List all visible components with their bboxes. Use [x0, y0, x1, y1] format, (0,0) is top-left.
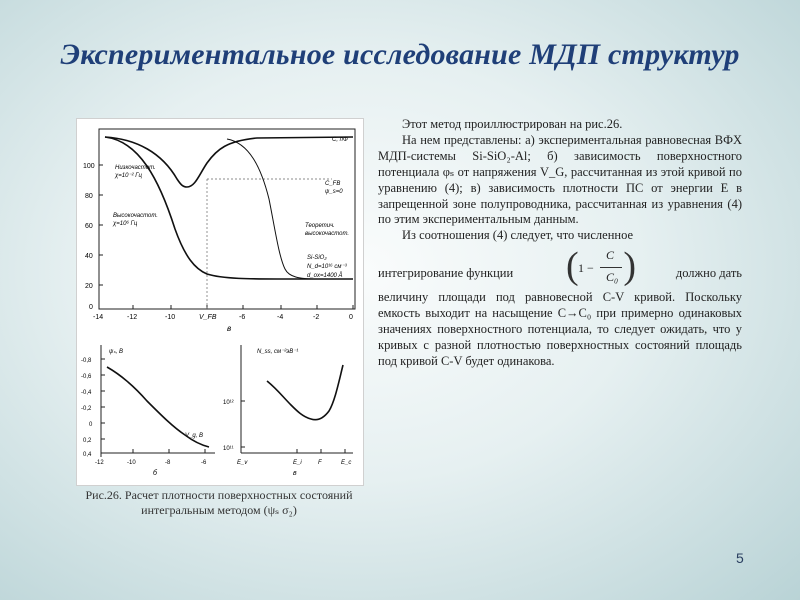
psi-y-tick: 0,4 [83, 452, 92, 458]
cv-chart [83, 129, 355, 333]
cv-label-lowfreq: χ=10⁻² Гц [115, 173, 142, 179]
figure-caption: Рис.26. Расчет плотности поверхностных состояний интегральным методом (ψₛ σ₂) [85, 488, 353, 517]
nss-y-tick: 10¹¹ [223, 446, 234, 452]
cv-label-theory: Теоретич. [305, 223, 335, 229]
cv-x-tick: -10 [165, 314, 176, 321]
cv-label-cfb: ψ_s=0 [325, 189, 343, 195]
paragraph: Этот метод проиллюстрирован на рис.26. [402, 117, 623, 131]
cv-y-unit: C, пФ [332, 137, 348, 143]
cv-y-tick: 0 [89, 304, 93, 311]
psi-y-tick: 0 [89, 422, 93, 428]
formula-one: 1 − [578, 261, 594, 276]
formula-fraction-bar [600, 267, 622, 268]
nss-chart [223, 345, 353, 477]
paragraph: Из соотношения (4) следует, что численное [402, 228, 634, 243]
psi-y-tick: 0,2 [83, 438, 92, 444]
cv-label-params: Si-SiO₂ [307, 255, 327, 261]
formula-paren: ( [566, 245, 579, 288]
cv-chart-frame [99, 129, 355, 309]
psi-panel-label: б [153, 470, 157, 477]
cv-theory-curve [227, 139, 317, 279]
cv-y-tick: 20 [85, 283, 93, 290]
formula-paren: ) [623, 245, 636, 288]
page-number: 5 [736, 550, 744, 566]
cv-x-tick: 0 [349, 314, 353, 321]
cv-y-tick: 40 [85, 253, 93, 260]
psi-y-tick: -0,8 [81, 358, 92, 364]
cv-y-tick: 100 [83, 163, 95, 170]
nss-x-tick: E_v [237, 460, 248, 466]
paragraph: величину площади под равновесной C-V кривой. Поскольку емкость выходит на насыщение C→C₀ при примерно одинаковых значениях поверхностного потенциала, то следует ожидать, что у кривых с разной плотностью поверхностных состояний площадь под кривой C-V будет одинакова. [378, 290, 742, 368]
cv-x-tick: V_FB [199, 314, 217, 321]
formula-numerator: C [606, 248, 615, 263]
paragraph: На нем представлены: а) экспериментальная равновесная ВФХ МДП-системы Si-SiO₂-Al; б) зависимость поверхностного потенциала φₛ от напряжения V_G, рассчитанная из этой кривой по уравнению (4); в) зависимость плотности ПС от энергии E в запрещенной зоне полупроводника, рассчитанная из уравнения (4) по этим экспериментальным данным. [378, 132, 742, 227]
cv-label-highfreq: Высокочастот. [113, 213, 158, 219]
psi-x-tick: -8 [165, 460, 171, 466]
psi-x-tick: -6 [201, 460, 207, 466]
formula [566, 246, 638, 290]
slide-title: Экспериментальное исследование МДП структур [60, 38, 740, 71]
psi-y-tick: -0,6 [81, 374, 92, 380]
psi-x-unit: V_g, В [185, 433, 204, 439]
cv-label-theory: высокочастот. [305, 231, 350, 237]
formula-line-left-text: интегрирование функции [378, 266, 514, 281]
cv-label-cfb: C_FB [325, 181, 341, 187]
figure-svg [77, 119, 363, 485]
psi-x-tick: -10 [127, 460, 136, 466]
cv-label-params: d_ox=1400 Å [307, 273, 343, 279]
psi-y-tick: -0,4 [81, 390, 92, 396]
psi-y-unit: ψₛ, В [109, 349, 123, 355]
nss-curve [267, 365, 343, 420]
cv-y-tick: 80 [85, 193, 93, 200]
psi-y-tick: -0,2 [81, 406, 92, 412]
cv-x-tick: -12 [127, 314, 138, 321]
nss-y-tick: 10¹² [223, 400, 234, 406]
figure-panel [76, 118, 364, 486]
cv-label-params: N_d=10¹⁶ см⁻³ [307, 264, 347, 270]
cv-x-tick: -2 [313, 314, 320, 321]
cv-y-tick: 60 [85, 223, 93, 230]
nss-x-tick: F [318, 460, 322, 466]
cv-label-lowfreq: Низкочастот. [115, 165, 156, 171]
cv-x-tick: -4 [277, 314, 284, 321]
cv-x-tick: -14 [93, 314, 104, 321]
cv-label-highfreq: χ=10⁶ Гц [113, 221, 138, 227]
cv-lowfreq-curve [105, 137, 353, 187]
nss-panel-label: в [293, 470, 297, 477]
body-text [378, 117, 742, 370]
formula-line-right-text: должно дать [675, 266, 742, 281]
nss-y-unit: N_ss, см⁻²эВ⁻¹ [257, 349, 299, 355]
formula-line [378, 246, 742, 290]
cv-panel-label: в [227, 324, 232, 333]
psi-x-tick: -12 [95, 460, 104, 466]
cv-x-tick: -6 [239, 314, 246, 321]
nss-x-tick: E_c [341, 460, 352, 466]
psi-chart [81, 345, 215, 477]
formula-denominator: C₀ [606, 270, 619, 285]
nss-x-tick: E_i [293, 460, 302, 466]
